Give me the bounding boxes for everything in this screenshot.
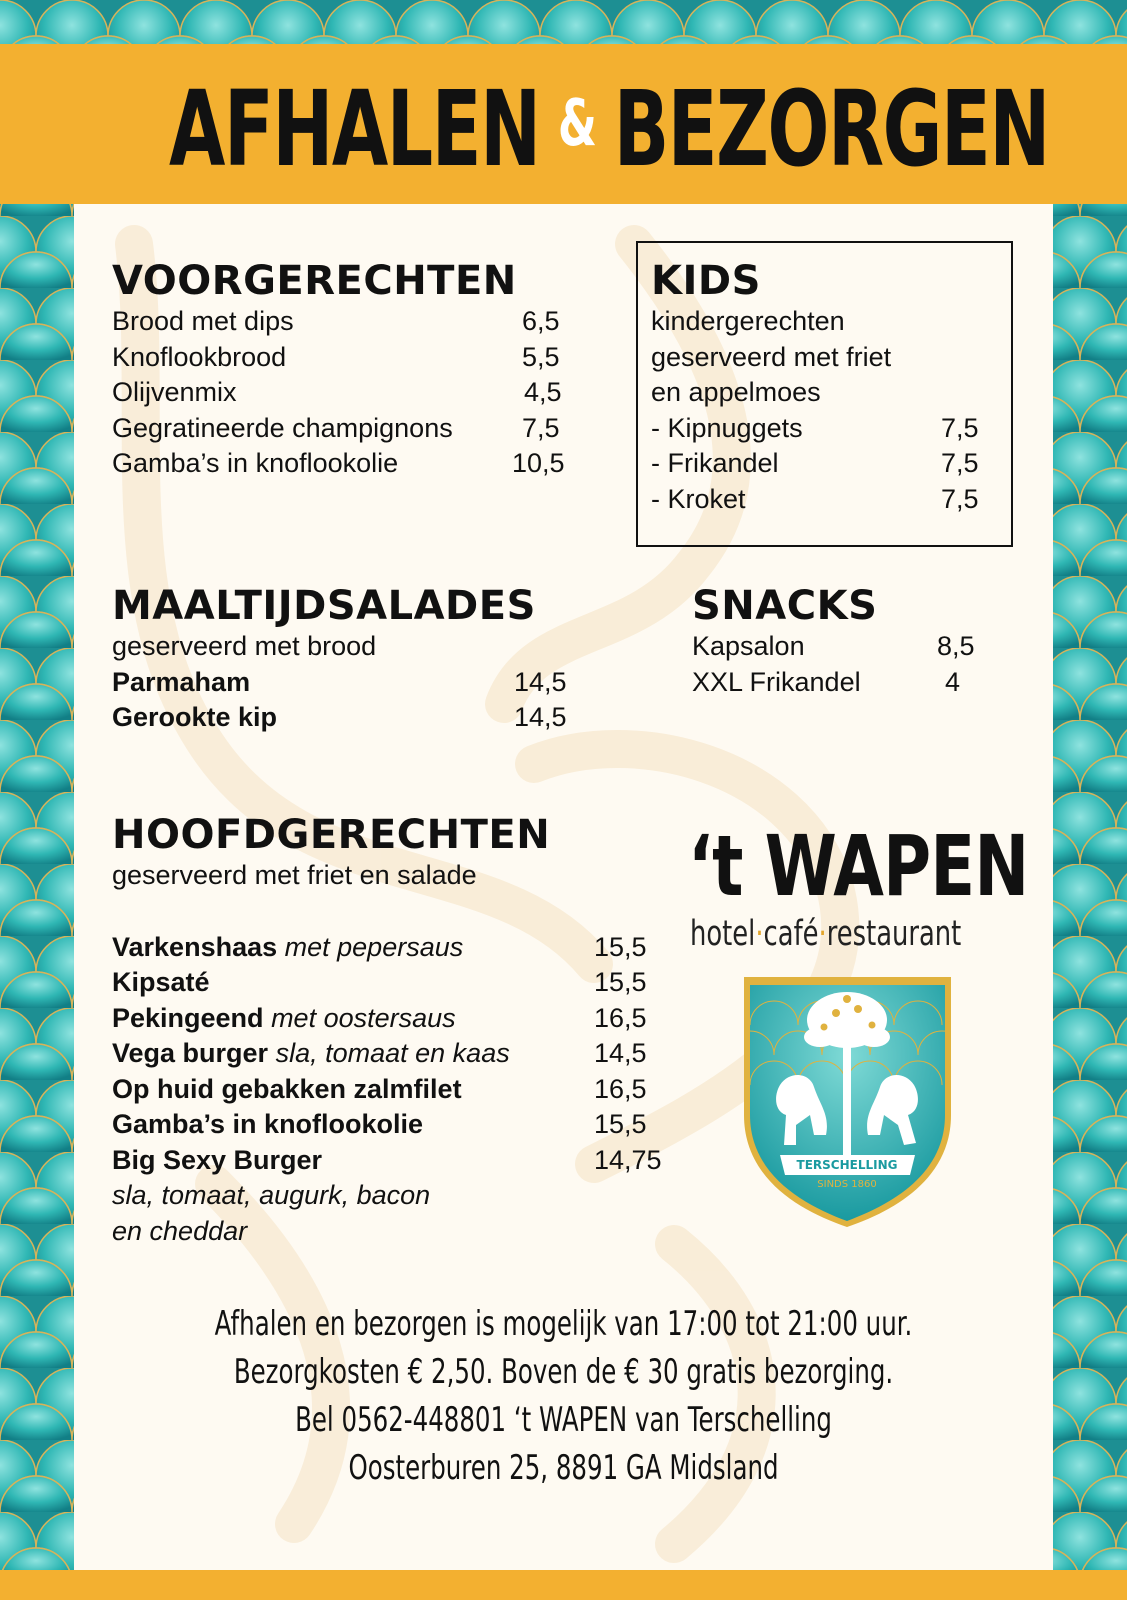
item-price: 5,5 (522, 341, 560, 372)
section-hoofdgerechten (112, 812, 672, 1249)
item-price: 8,5 (937, 631, 975, 661)
item-name: Kipsaté (112, 967, 210, 997)
brand-tagline: hotel·café·restaurant (690, 914, 962, 954)
section-title: MAALTIJDSALADES (112, 583, 536, 629)
tagline-restaurant: restaurant (826, 914, 962, 954)
item-price: 4,5 (524, 377, 562, 407)
menu-item (651, 411, 991, 447)
item-description: sla, tomaat en kaas (275, 1038, 510, 1068)
kids-desc-line: en appelmoes (651, 377, 821, 407)
section-voorgerechten (112, 258, 572, 482)
item-name: - Kipnuggets (651, 412, 803, 443)
item-name: Knoflookbrood (112, 341, 287, 372)
menu-item (112, 375, 572, 411)
item-name: - Kroket (651, 483, 746, 514)
item-name: Vega burger (112, 1038, 269, 1068)
footer-info (74, 1300, 1053, 1492)
kids-desc-line: geserveerd met friet (651, 341, 892, 372)
item-price: 15,5 (594, 967, 647, 997)
menu-item (112, 446, 572, 482)
item-name: Parmaham (112, 666, 251, 697)
footer-line-phone: Bel 0562-448801 ‘t WAPEN van Terschelling (295, 1400, 832, 1440)
item-price: 4 (945, 666, 961, 697)
menu-item (112, 700, 572, 736)
tagline-cafe: café (763, 914, 819, 954)
crest-shield-icon (740, 965, 955, 1227)
item-price: 15,5 (594, 931, 647, 962)
brand-logo-name: ‘t WAPEN (688, 817, 1029, 915)
menu-item (112, 411, 572, 447)
menu-item (112, 965, 672, 1001)
title-ampersand: & (557, 87, 596, 161)
item-price: 14,5 (514, 702, 567, 732)
item-description: met pepersaus (284, 931, 464, 962)
section-subtitle: geserveerd met friet en salade (112, 860, 477, 890)
menu-item (112, 1036, 672, 1072)
tagline-hotel: hotel (690, 914, 756, 954)
item-name: XXL Frikandel (692, 666, 861, 697)
item-name: Gamba’s in knoflookolie (112, 1109, 424, 1139)
menu-item (112, 665, 572, 701)
section-subtitle: geserveerd met brood (112, 631, 377, 661)
item-price: 7,5 (522, 412, 560, 443)
item-name: Olijvenmix (112, 377, 237, 407)
kids-desc-line: kindergerechten (651, 306, 845, 336)
item-price: 15,5 (594, 1109, 647, 1139)
item-name: Kapsalon (692, 631, 805, 661)
item-price: 14,75 (594, 1144, 662, 1175)
item-name: Pekingeend (112, 1002, 264, 1033)
item-price: 14,5 (594, 1038, 647, 1068)
footer-line-address: Oosterburen 25, 8891 GA Midsland (348, 1448, 779, 1488)
menu-item (112, 1107, 672, 1143)
item-name: Varkenshaas (112, 931, 278, 962)
section-maaltijdsalades (112, 583, 572, 736)
section-kids (651, 258, 991, 517)
footer-line-delivery: Bezorgkosten € 2,50. Boven de € 30 gratis bezorging. (233, 1352, 894, 1392)
item-price: 7,5 (941, 448, 979, 478)
footer-line-hours: Afhalen en bezorgen is mogelijk van 17:00 tot 21:00 uur. (214, 1304, 913, 1344)
item-note: sla, tomaat, augurk, bacon (112, 1180, 431, 1210)
title-word-afhalen: AFHALEN (169, 68, 540, 190)
menu-item (112, 1001, 672, 1037)
item-price: 10,5 (512, 448, 565, 478)
menu-item (692, 629, 992, 665)
title-word-bezorgen: BEZORGEN (613, 68, 1049, 190)
item-price: 16,5 (594, 1073, 647, 1104)
item-name: - Frikandel (651, 448, 779, 478)
item-price: 7,5 (941, 412, 979, 443)
header-banner (0, 44, 1127, 204)
item-name: Gamba’s in knoflookolie (112, 448, 399, 478)
crest-text-line2: SINDS 1860 (817, 1179, 877, 1190)
crest-text-line1: TERSCHELLING (796, 1158, 898, 1172)
menu-item (112, 304, 572, 340)
menu-item (692, 665, 992, 701)
menu-item (651, 446, 991, 482)
menu-item (651, 482, 991, 518)
section-snacks (692, 583, 992, 700)
menu-list (112, 304, 572, 482)
bottom-band (0, 1570, 1127, 1600)
item-description: met oostersaus (271, 1002, 456, 1033)
item-name: Op huid gebakken zalmfilet (112, 1073, 462, 1104)
section-title: VOORGERECHTEN (112, 258, 517, 304)
section-title: KIDS (651, 258, 761, 304)
item-name: Brood met dips (112, 306, 294, 336)
item-name: Gegratineerde champignons (112, 412, 453, 443)
page-title (169, 64, 1049, 190)
menu-item (112, 1072, 672, 1108)
item-name: Gerookte kip (112, 702, 278, 732)
menu-item (112, 1143, 672, 1179)
menu-item (112, 930, 672, 966)
item-name: Big Sexy Burger (112, 1144, 323, 1175)
item-price: 14,5 (514, 666, 567, 697)
item-price: 6,5 (522, 306, 560, 336)
menu-item (112, 340, 572, 376)
item-price: 7,5 (941, 483, 979, 514)
item-note: en cheddar (112, 1215, 248, 1246)
section-title: SNACKS (692, 583, 878, 629)
item-price: 16,5 (594, 1002, 647, 1033)
section-title: HOOFDGERECHTEN (112, 812, 551, 858)
